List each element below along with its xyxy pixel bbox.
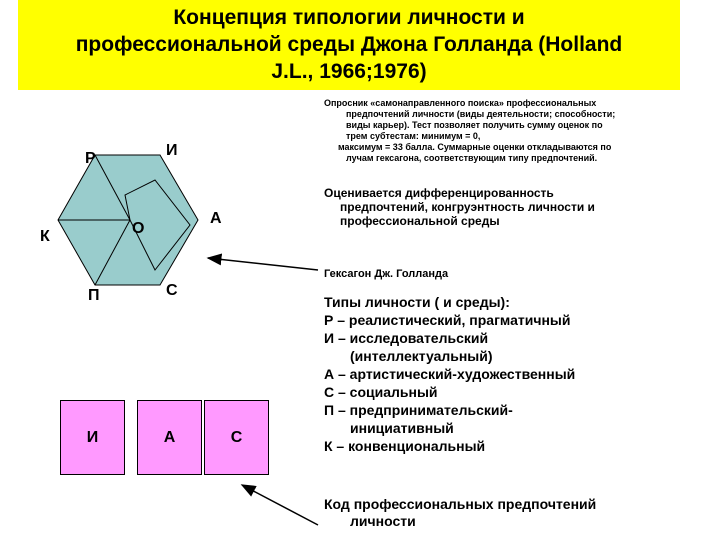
questionnaire-line-3: виды карьер). Тест позволяет получить сумму оценок по (346, 120, 603, 130)
code-box-3-label: С (230, 429, 243, 446)
code-caption-line-1: Код профессиональных предпочтений (324, 496, 597, 512)
questionnaire-line-1: Опросник «самонаправленного поиска» профессиональных (324, 98, 597, 108)
hex-label-p: П (88, 287, 100, 304)
type-enterprising-detail: инициативный (350, 420, 454, 436)
arrow-to-hexagon (208, 258, 318, 270)
code-box-2 (137, 400, 202, 475)
type-investigative: И – исследовательский (324, 330, 489, 346)
assessment-line-3: профессиональной среды (340, 214, 500, 228)
code-box-1-label: И (86, 429, 99, 446)
hexagon-caption: Гексагон Дж. Голланда (324, 268, 449, 280)
questionnaire-line-5: максимум = 33 балла. Суммарные оценки откладываются по (338, 142, 612, 152)
code-caption-line-2: личности (350, 513, 416, 529)
arrow-to-code (242, 485, 318, 525)
assessment-line-1: Оценивается дифференцированность (324, 186, 554, 200)
questionnaire-line-6: лучам гексагона, соответствующим типу предпочтений. (346, 153, 598, 163)
code-box-1 (60, 400, 125, 475)
questionnaire-line-4: трем субтестам: минимум = 0, (346, 131, 481, 141)
type-conventional: К – конвенциональный (324, 438, 486, 454)
types-heading: Типы личности ( и среды): (324, 294, 510, 310)
type-social: С – социальный (324, 384, 438, 400)
hex-label-s: С (166, 282, 178, 299)
questionnaire-line-2: предпочтений личности (виды деятельности; способности; (346, 109, 616, 119)
hex-label-o: О (132, 220, 145, 237)
code-box-3 (204, 400, 269, 475)
type-realistic: Р – реалистический, прагматичный (324, 312, 571, 328)
hex-label-k: К (40, 228, 50, 245)
type-investigative-detail: (интеллектуальный) (350, 348, 493, 364)
title-line-1: Концепция типологии личности и (173, 6, 525, 29)
type-enterprising: П – предпринимательский- (324, 402, 513, 418)
title-line-3: J.L., 1966;1976) (271, 60, 427, 83)
hex-label-i: И (166, 142, 178, 159)
title-line-2: профессиональной среды Джона Голланда (Holland (75, 33, 623, 56)
assessment-line-2: предпочтений, конгруэнтность личности и (340, 200, 595, 214)
hex-label-r: Р (85, 150, 96, 167)
type-artistic: А – артистический-художественный (324, 366, 576, 382)
hex-label-a: А (210, 210, 222, 227)
code-box-2-label: А (163, 429, 176, 446)
